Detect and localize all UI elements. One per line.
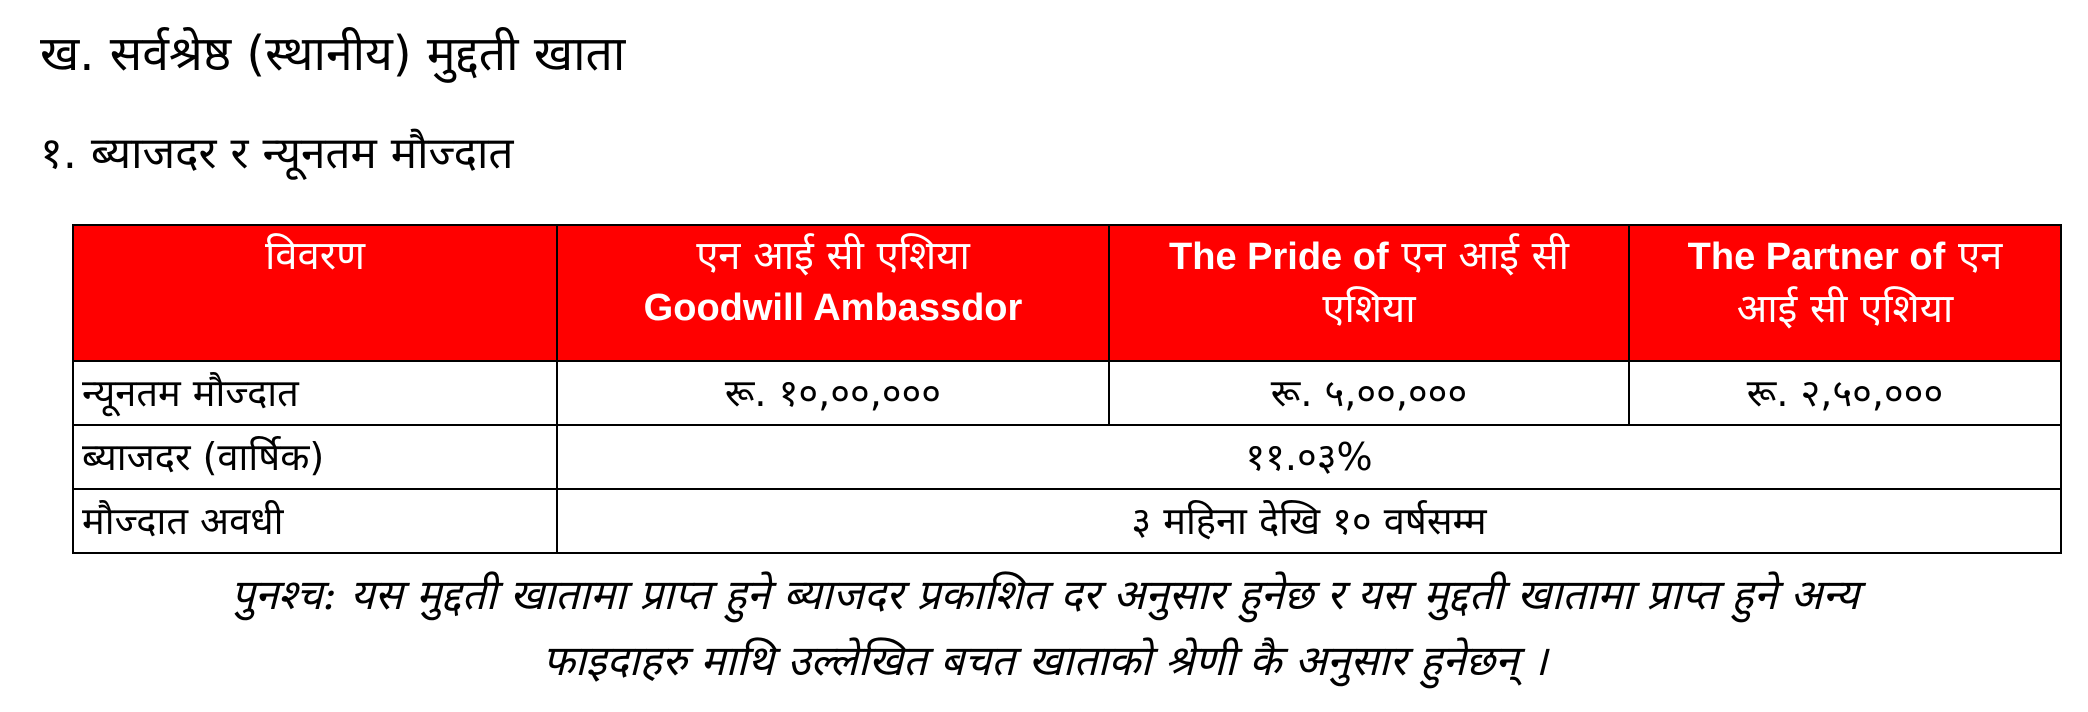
header-partner-line1-en: The Partner of bbox=[1687, 236, 1946, 278]
table-header-row bbox=[73, 225, 2061, 361]
footnote bbox=[60, 562, 2030, 694]
row-label-deposit-period: मौज्दात अवधी bbox=[73, 489, 557, 553]
header-pride-line1-en: The Pride of bbox=[1169, 236, 1389, 278]
table-row-deposit-period bbox=[73, 489, 2061, 553]
deposit-period-value: ३ महिना देखि १० वर्षसम्म bbox=[557, 489, 2061, 553]
page-title: ख. सर्वश्रेष्ठ (स्थानीय) मुद्दती खाता bbox=[40, 26, 626, 82]
table-row-minimum-balance bbox=[73, 361, 2061, 425]
interest-rate-value: ११.०३% bbox=[557, 425, 2061, 489]
header-partner-line2: आई सी एशिया bbox=[1736, 286, 1954, 332]
header-partner-line1 bbox=[1638, 230, 2052, 283]
interest-rate-table bbox=[72, 224, 2062, 554]
section-subtitle: १. ब्याजदर र न्यूनतम मौज्दात bbox=[40, 128, 514, 179]
header-pride-line1-np: एन आई सी bbox=[1388, 233, 1569, 279]
row-label-minimum-balance: न्यूनतम मौज्दात bbox=[73, 361, 557, 425]
header-pride-line2: एशिया bbox=[1322, 286, 1416, 332]
row-label-interest-rate: ब्याजदर (वार्षिक) bbox=[73, 425, 557, 489]
footnote-line2: फाइदाहरु माथि उल्लेखित बचत खाताको श्रेणी कै अनुसार हुनेछन् । bbox=[542, 636, 1548, 685]
table-row-interest-rate bbox=[73, 425, 2061, 489]
header-goodwill-line2: Goodwill Ambassdor bbox=[643, 287, 1023, 329]
header-partner-line1-np: एन bbox=[1945, 233, 2003, 279]
minimum-balance-pride: रू. ५,००,००० bbox=[1109, 361, 1629, 425]
header-goodwill-ambassador bbox=[557, 225, 1109, 361]
header-pride-line1 bbox=[1118, 230, 1620, 283]
header-description-label: विवरण bbox=[264, 233, 366, 279]
header-partner bbox=[1629, 225, 2061, 361]
header-description bbox=[73, 225, 557, 361]
minimum-balance-goodwill: रू. १०,००,००० bbox=[557, 361, 1109, 425]
header-pride bbox=[1109, 225, 1629, 361]
footnote-line1: पुनश्च: यस मुद्दती खातामा प्राप्त हुने ब्याजदर प्रकाशित दर अनुसार हुनेछ र यस मुद्दती खातामा प्राप्त हुने अन्य bbox=[230, 570, 1860, 619]
minimum-balance-partner: रू. २,५०,००० bbox=[1629, 361, 2061, 425]
header-goodwill-line1: एन आई सी एशिया bbox=[696, 233, 970, 279]
